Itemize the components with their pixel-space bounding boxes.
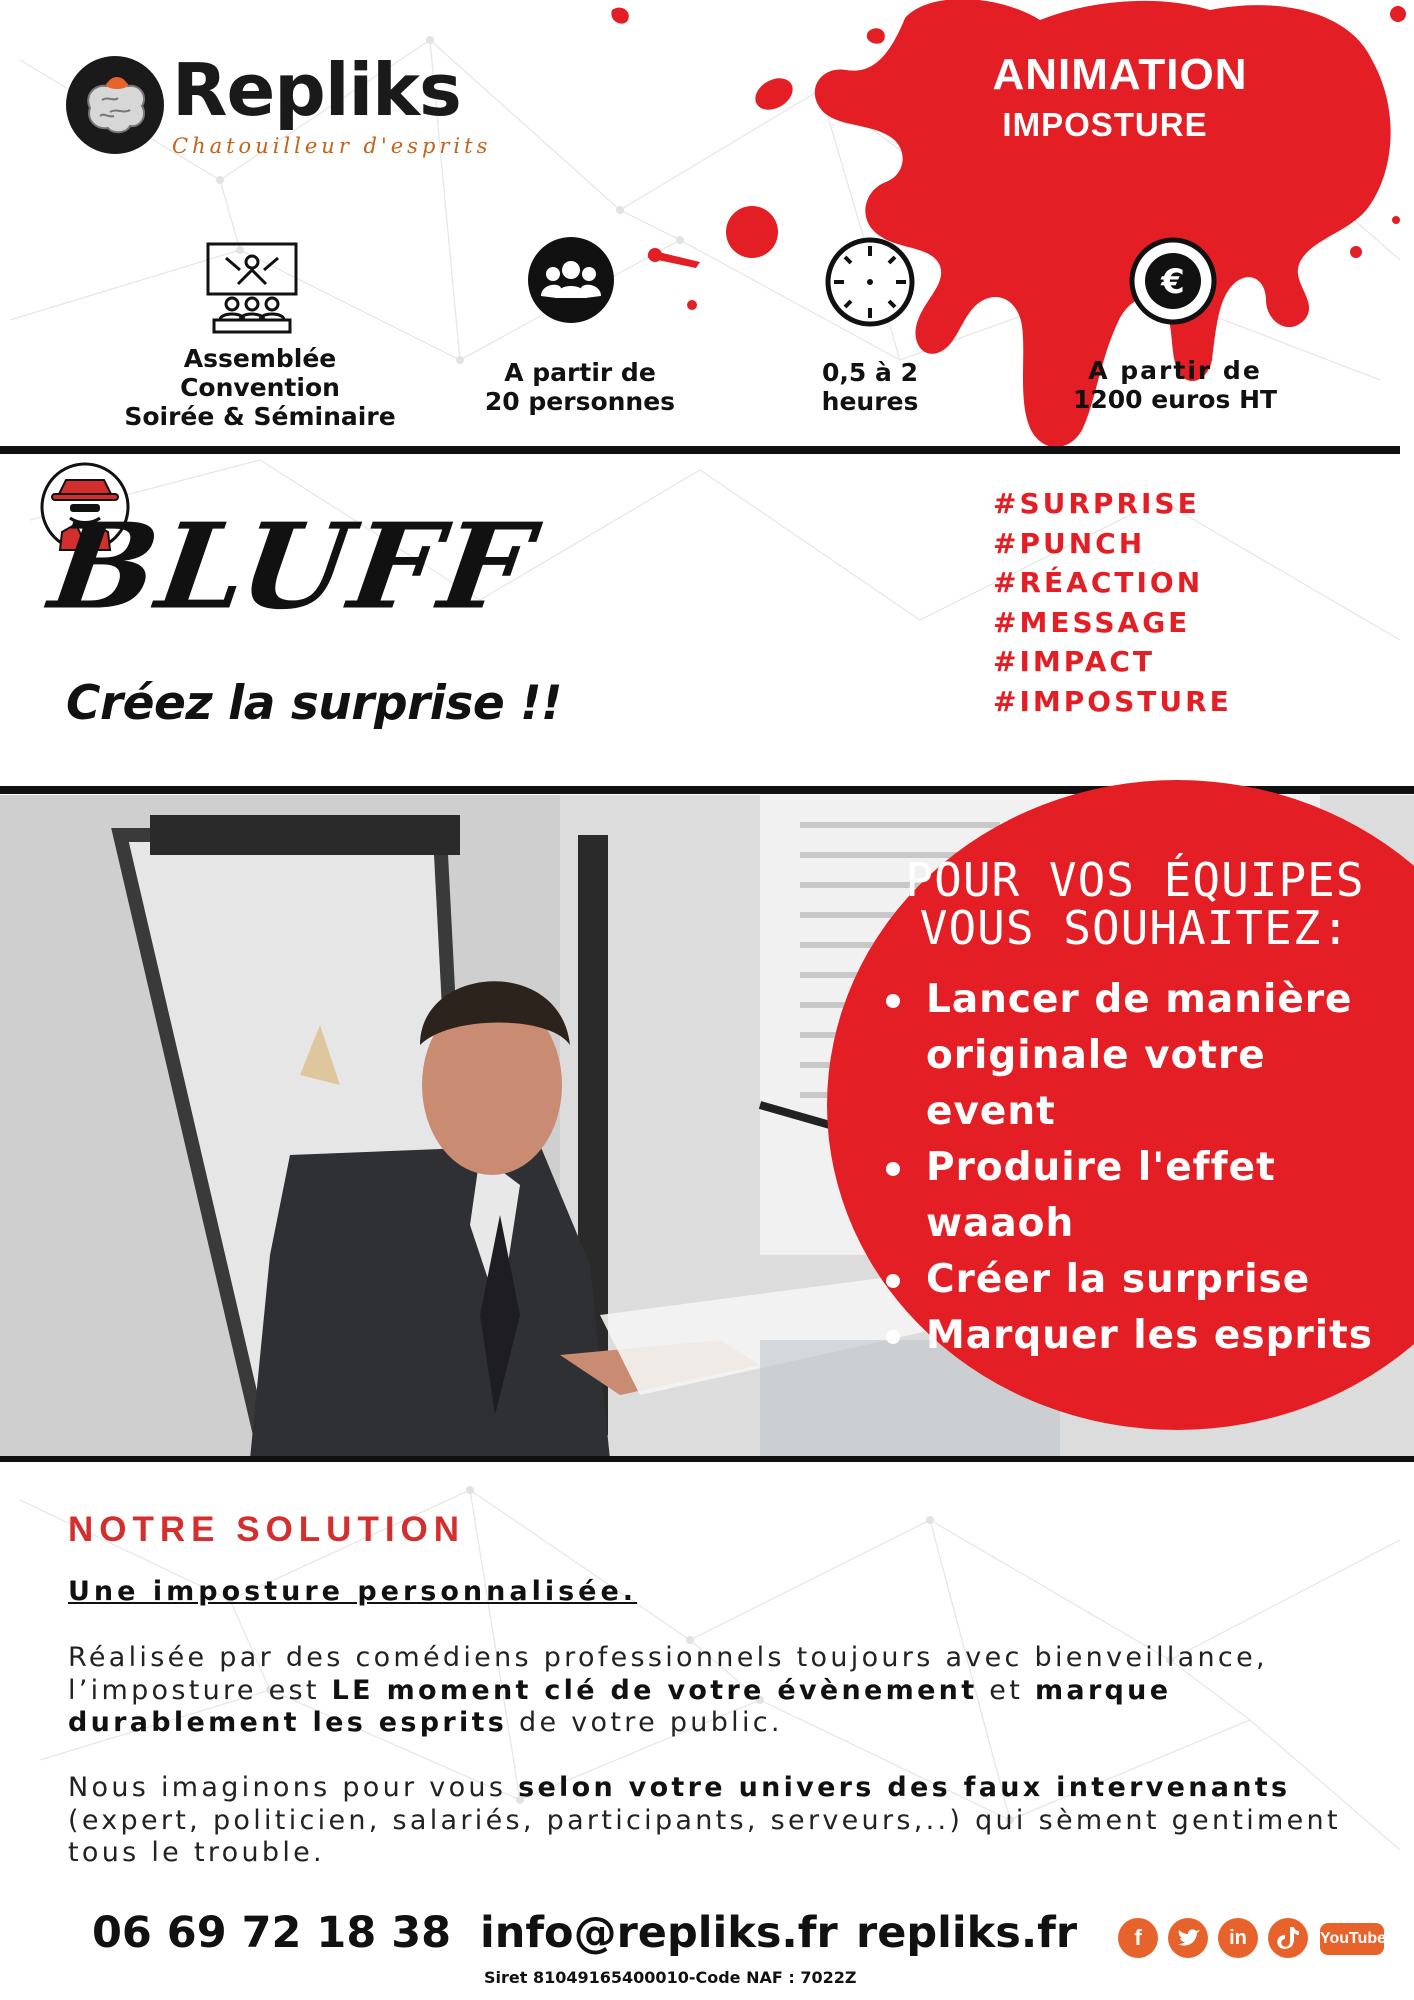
hashtag: #PUNCH — [993, 526, 1146, 560]
solution-paragraph-2: Nous imaginons pour vous selon votre univers des faux intervenants (expert, politicien, salariés, participants, serveurs,..) qui sèment gentiment tous le trouble. — [68, 1772, 1341, 1868]
brand-logo — [66, 56, 164, 154]
benefits-list — [878, 972, 1398, 1364]
website-link[interactable]: repliks.fr — [856, 1908, 1078, 1958]
hashtag: #IMPOSTURE — [993, 684, 1232, 718]
facebook-icon[interactable]: f — [1118, 1918, 1158, 1958]
product-slogan: Créez la surprise !! — [66, 676, 562, 731]
hashtag: #RÉACTION — [993, 566, 1204, 600]
benefits-title: POUR VOS ÉQUIPES VOUS SOUHAITEZ: — [905, 853, 1365, 955]
brain-icon — [66, 56, 164, 154]
tiktok-icon[interactable] — [1268, 1918, 1308, 1958]
hashtag-list — [993, 484, 1232, 722]
list-item: Créer la surprise — [878, 1252, 1398, 1308]
feature-events: Assemblée Convention Soirée & Séminaire — [124, 344, 396, 431]
hashtag: #MESSAGE — [993, 605, 1191, 639]
brand-name: Repliks — [172, 48, 461, 132]
solution-paragraph-1: Réalisée par des comédiens professionnels toujours avec bienveillance, l’imposture est LE moment clé de votre évènement et marque durablement les esprits de votre public. — [68, 1642, 1268, 1738]
solution-subtitle: Une imposture personnalisée. — [68, 1576, 638, 1607]
feature-price: A partir de 1200 euros HT — [1072, 356, 1278, 414]
solution-title: NOTRE SOLUTION — [68, 1510, 466, 1549]
brand-tagline: Chatouilleur d'esprits — [172, 134, 492, 158]
feature-group-size: A partir de 20 personnes — [484, 358, 676, 416]
youtube-icon[interactable]: YouTube — [1320, 1923, 1384, 1955]
phone-number[interactable]: 06 69 72 18 38 — [92, 1908, 452, 1958]
feature-duration: 0,5 à 2 heures — [821, 358, 919, 416]
photo-bottom-border — [0, 1456, 1414, 1462]
linkedin-icon[interactable]: in — [1218, 1918, 1258, 1958]
email-link[interactable]: info@repliks.fr — [480, 1908, 838, 1958]
hashtag: #IMPACT — [993, 645, 1156, 679]
euro-icon — [1128, 236, 1218, 326]
clock-icon — [824, 236, 916, 328]
twitter-icon[interactable] — [1168, 1918, 1208, 1958]
group-icon — [527, 236, 615, 324]
top-divider — [0, 446, 1400, 454]
animation-title: ANIMATION — [992, 50, 1248, 99]
svg-text:€: € — [1161, 262, 1185, 302]
list-item: Marquer les esprits — [878, 1308, 1398, 1364]
conference-icon — [204, 240, 300, 336]
animation-subtitle: IMPOSTURE — [1002, 106, 1208, 143]
list-item: Lancer de manière originale votre event — [878, 972, 1398, 1140]
hashtag: #SURPRISE — [993, 487, 1200, 520]
siret-info: Siret 81049165400010-Code NAF : 7022Z — [484, 1968, 857, 1987]
list-item: Produire l'effet waaoh — [878, 1140, 1398, 1252]
product-name: BLUFF — [42, 498, 542, 636]
